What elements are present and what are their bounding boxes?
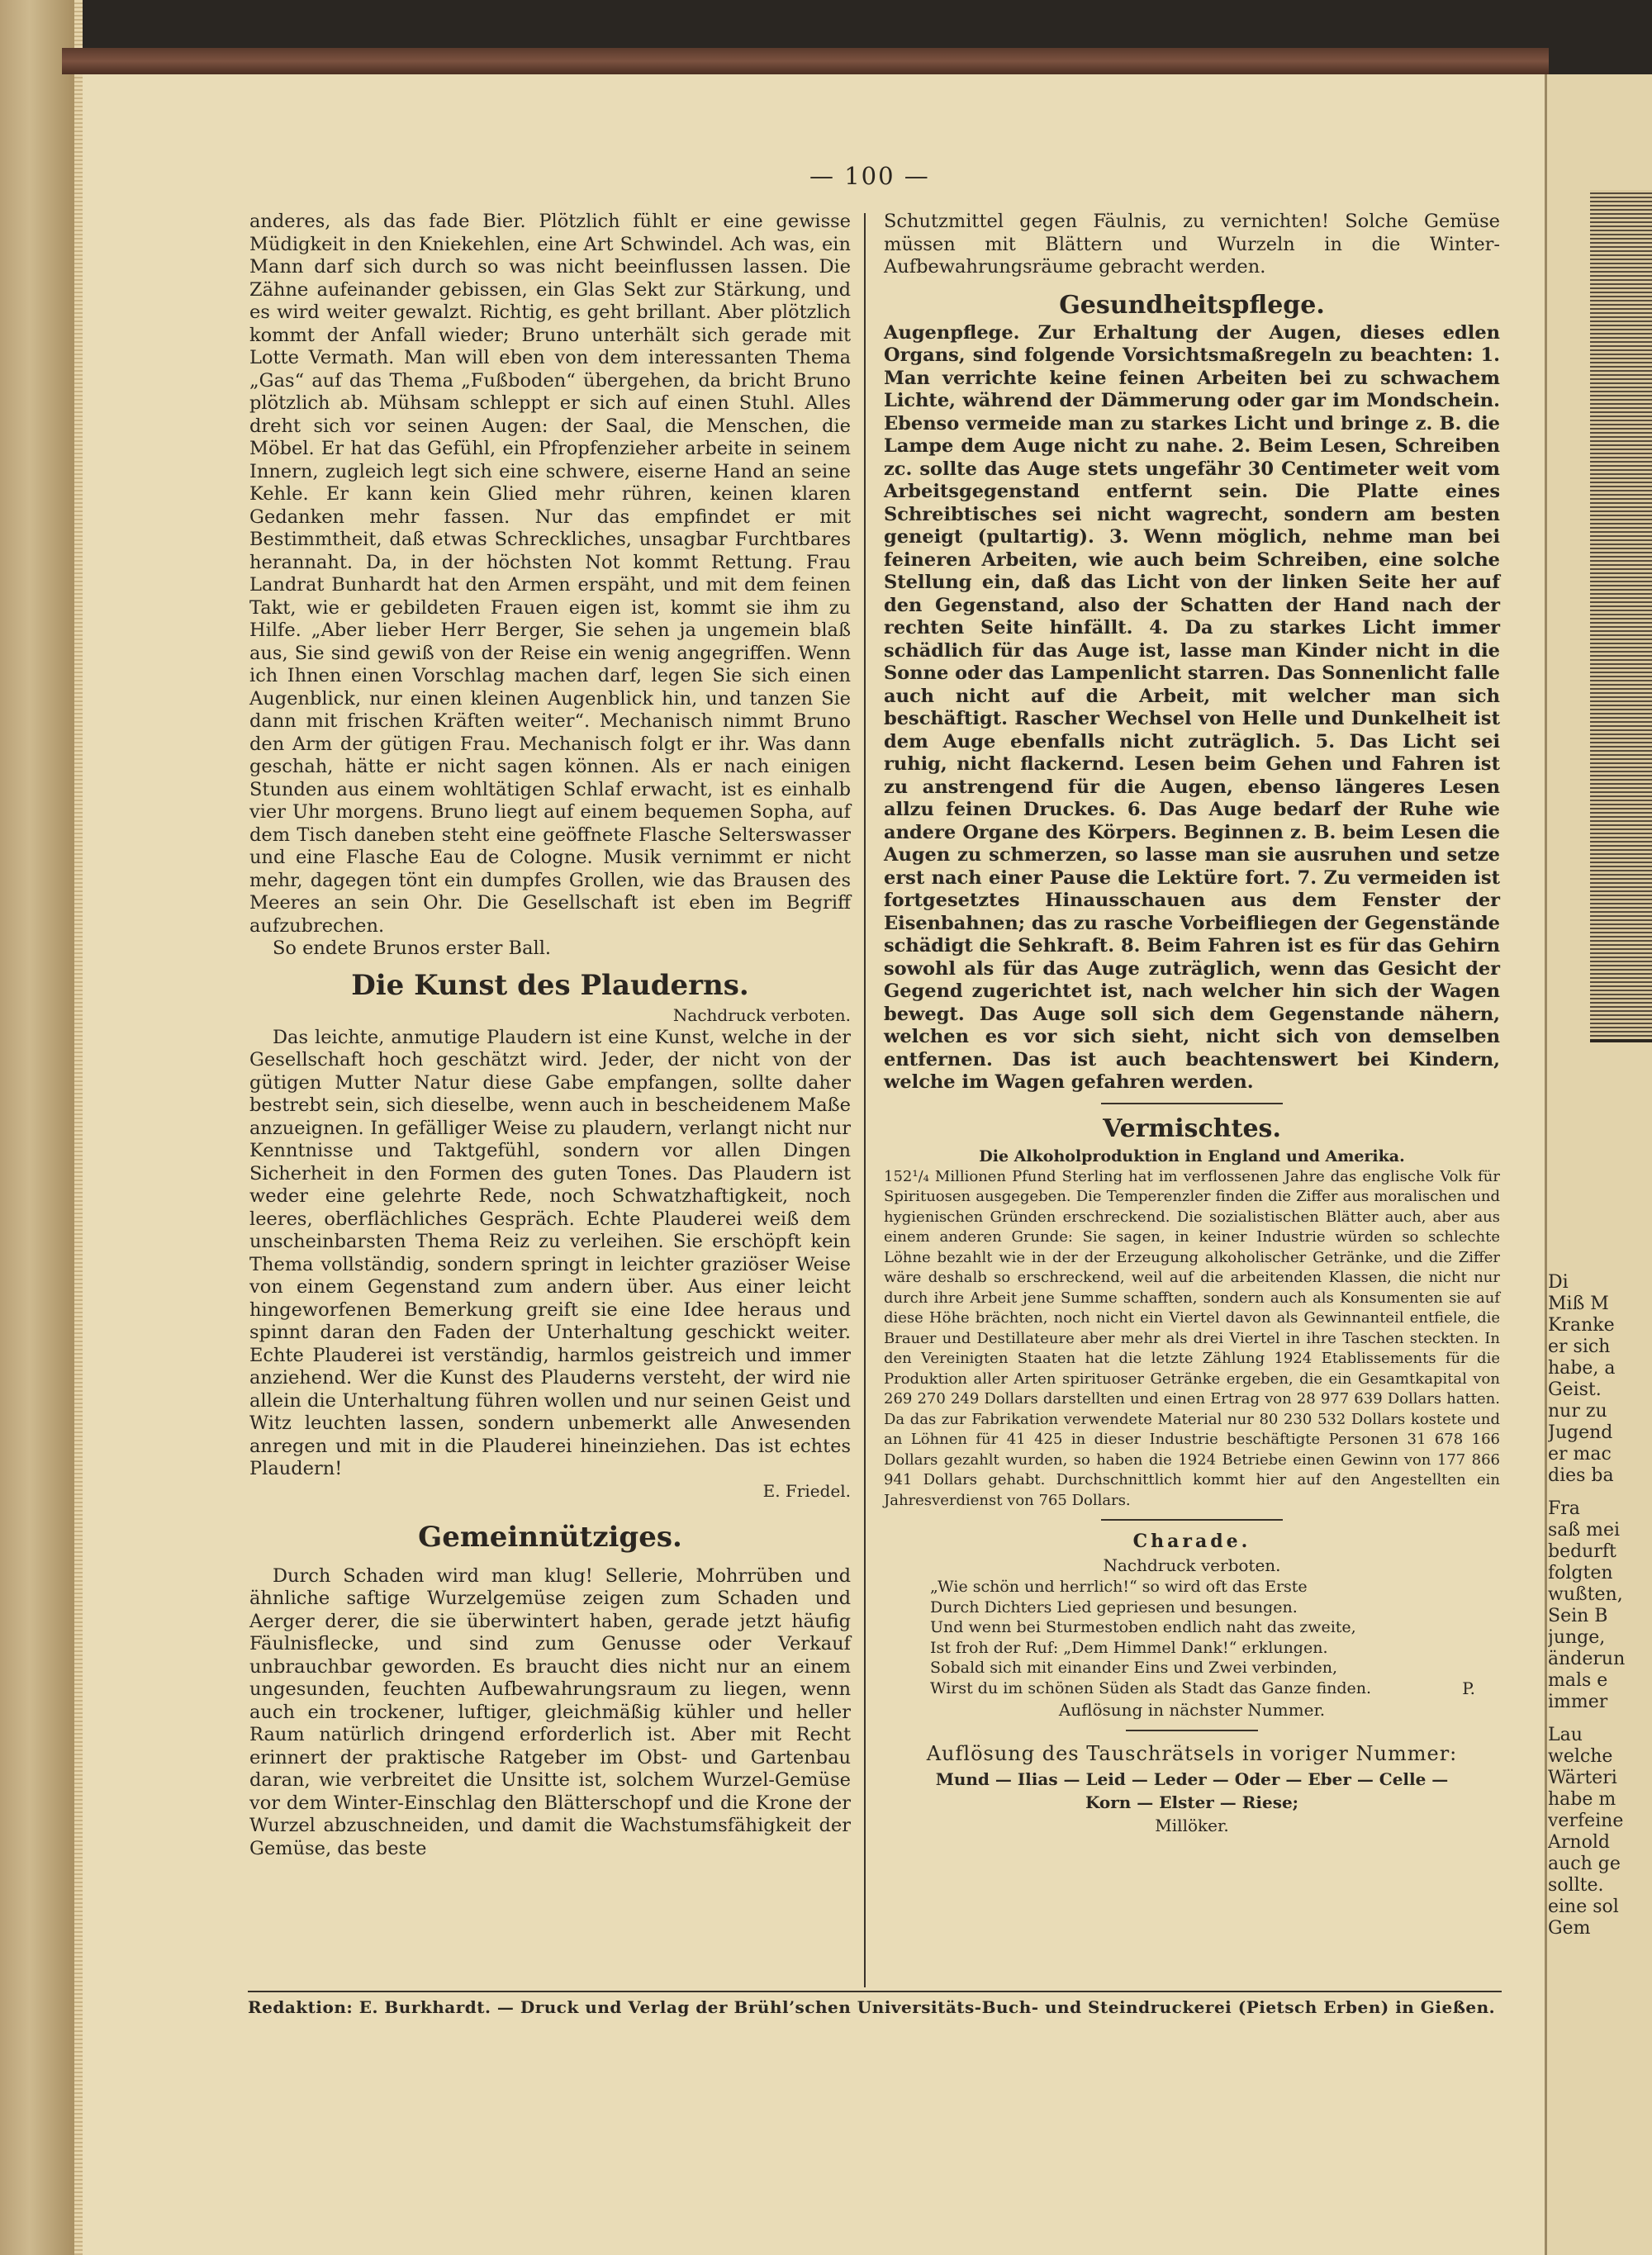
adjacent-page-line: mals e (1548, 1670, 1608, 1691)
adjacent-page-line: Sein B (1548, 1606, 1608, 1626)
charade-line: Ist froh der Ruf: „Dem Himmel Dank!“ erklungen. (930, 1638, 1328, 1657)
adjacent-page-line: Miß M (1548, 1294, 1609, 1314)
verm-text: 152¹/₄ Millionen Pfund Sterling hat im verflossenen Jahre das englische Volk für Spirituosen ausgegeben. Die Temperenzler finden die Ziffer aus moralischen und hygienischen Gründen erschreckend. Die sozialistischen Blätter auch, aber aus einem anderen Grunde: Sie sagen, in keiner Industrie würden so schlechte Löhne bezahlt wie in der der Erzeugung alkoholischer Getränke, und die Ziffer wäre deshalb so erschreckend, weil auf die arbeitenden Klassen, die nicht nur durch ihre Arbeit jene Summe schafften, sondern auch als Konsumenten sie auf diese Höhe brächten, noch nicht ein Viertel davon als Gewinnanteil entfiele, die Brauer und Destillateure aber mehr als drei Viertel in ihre Taschen steckten. In den Vereinigten Staaten hat die letzte Zählung 1924 Etablissements für die Produktion aller Arten spirituoser Getränke ergeben, die ein Gesamtkapital von 269 270 249 Dollars darstellten und einen Ertrag von 28 977 639 Dollars hatten. Da das zur Fabrikation verwendete Material nur 80 230 532 Dollars kostete und an Löhnen für 41 425 in dieser Industrie beschäftigte Personen 31 678 166 Dollars gezahlt wurden, so haben die 1924 Betriebe einen Gewinn von 177 866 941 Dollars gehabt. Durchschnittlich kommt hier auf den Angestellten ein Jahresverdienst von 765 Dollars. (884, 1167, 1500, 1509)
adjacent-page-line: nur zu (1548, 1401, 1607, 1422)
story-end: So endete Brunos erster Ball. (273, 938, 552, 959)
adjacent-page-line: saß mei (1548, 1520, 1621, 1541)
adjacent-page-line: Arnold (1548, 1832, 1610, 1853)
solution-line: Mund — Ilias — Leid — Leder — Oder — Eber — Celle — (935, 1769, 1449, 1789)
charade-line: „Wie schön und herrlich!“ so wird oft das Erste (930, 1578, 1308, 1596)
adjacent-page-line: Fra (1548, 1498, 1580, 1519)
adjacent-page-line: junge, (1548, 1627, 1606, 1648)
adjacent-page-line: wußten, (1548, 1584, 1623, 1605)
solution-title: Auflösung des Tauschrätsels in voriger Nummer: (926, 1742, 1458, 1765)
footer-rule (248, 1991, 1502, 1992)
adjacent-page-line: er mac (1548, 1444, 1612, 1465)
adjacent-page-line: verfeine (1548, 1811, 1624, 1831)
charade-title: Charade. (1132, 1531, 1251, 1552)
adjacent-page-line: Kranke (1548, 1315, 1615, 1336)
section-gap (884, 279, 1500, 289)
section-gap (249, 1555, 851, 1565)
charade-line: Und wenn bei Sturmestoben endlich naht das zweite, (930, 1618, 1356, 1636)
adjacent-page-line: Gem (1548, 1918, 1591, 1939)
section-rule (1101, 1103, 1283, 1104)
adjacent-page-line: folgten (1548, 1563, 1613, 1583)
adjacent-page-line: änderun (1548, 1649, 1626, 1669)
kunst-author: E. Friedel. (762, 1480, 851, 1501)
adjacent-page-line: auch ge (1548, 1854, 1621, 1874)
gesund-text: Augenpflege. Zur Erhaltung der Augen, dieses edlen Organs, sind folgende Vorsichtsmaßregeln zu beachten: 1. Man verrichte keine feinen Arbeiten bei zu schwachem Lichte, während der Dämmerung oder gar im Mondschein. Ebenso vermeide man zu starkes Licht und bringe z. B. die Lampe dem Auge nicht zu nahe. 2. Beim Lesen, Schreiben zc. sollte das Auge stets ungefähr 30 Centimeter weit vom Arbeitsgegenstand entfernt sein. Die Platte eines Schreibtisches sei nicht wagrecht, sondern am besten geneigt (pultartig). 3. Wenn möglich, nehme man bei feineren Arbeiten, wie auch beim Schreiben, eine solche Stellung ein, daß das Licht von der linken Seite her auf den Gegenstand, also der Schatten der Hand nach der rechten Seite hinfällt. 4. Da zu starkes Licht immer schädlich für das Auge ist, lasse man Kinder nicht in die Sonne oder das Lampenlicht starren. Das Sonnenlicht falle auch nicht auf die Arbeit, mit welcher man sich beschäftigt. Rascher Wechsel von Helle und Dunkelheit ist dem Auge ebenfalls nicht zuträglich. 5. Das Licht sei ruhig, nicht flackernd. Lesen beim Gehen und Fahren ist zu anstrengend für die Augen, ebenso längeres Lesen allzu feinen Druckes. 6. Das Auge bedarf der Ruhe wie andere Organe des Körpers. Beginnen z. B. beim Lesen die Augen zu schmerzen, so lasse man sie ausruhen und setze erst nach einer Pause die Lektüre fort. 7. Zu vermeiden ist fortgesetztes Hinausschauen aus dem Fenster der Eisenbahnen; das zu rasche Vorbeifliegen der Gegenstände schädigt die Sehkraft. 8. Beim Fahren ist es für das Gehirn sowohl als für das Auge zuträglich, wenn das Gesicht der Gegend zugerichtet ist, nach welcher hin sich der Wagen bewegt. Das Auge soll sich dem Gegenstande nähern, welchen es vor sich sieht, nicht sich von demselben entfernen. Das ist auch beachtenswert bei Kindern, welche im Wagen gefahren werden. (884, 321, 1500, 1093)
adjacent-page-line: welche (1548, 1746, 1613, 1767)
book-spine (0, 0, 74, 2255)
adjacent-page-line: habe m (1548, 1789, 1616, 1810)
charade-line: Sobald sich mit einander Eins und Zwei verbinden, (930, 1659, 1338, 1677)
adjacent-page-line: immer (1548, 1692, 1608, 1712)
gemein-continuation: Schutzmittel gegen Fäulnis, zu vernichten! Solche Gemüse müssen mit Blättern und Wurzeln in die Winter-Aufbewahrungsräume gebracht werden. (884, 211, 1500, 278)
section-gap (249, 1501, 851, 1519)
charade-signature: P. (1462, 1678, 1475, 1698)
kunst-reprint-note: Nachdruck verboten. (672, 1004, 851, 1025)
illustration-rule (1590, 1039, 1652, 1042)
adjacent-page-line: Lau (1548, 1725, 1583, 1745)
charade-line: Durch Dichters Lied gepriesen und besungen. (930, 1597, 1298, 1616)
charade-solution-note: Auflösung in nächster Nummer. (1058, 1700, 1326, 1720)
page-edges (74, 0, 83, 2255)
adjacent-page-line: Jugend (1548, 1422, 1613, 1443)
verm-subtitle: Die Alkoholproduktion in England und Amerika. (979, 1146, 1405, 1165)
adjacent-page-line: bedurft (1548, 1541, 1616, 1562)
adjacent-page-line: Wärteri (1548, 1768, 1617, 1788)
column-divider (864, 213, 866, 1987)
section-rule (1101, 1519, 1283, 1521)
adjacent-page-line: Geist. (1548, 1379, 1602, 1400)
solution-author: Millöker. (1155, 1816, 1229, 1835)
kunst-text: Das leichte, anmutige Plaudern ist eine Kunst, welche in der Gesellschaft hoch geschätzt wird. Jeder, der nicht von der gütigen Mutter Natur diese Gabe empfangen, sollte daher bestrebt sein, sich dieselbe, wenn auch in bescheidenem Maße anzueignen. In gefälliger Weise zu plaudern, verlangt nicht nur Kenntnisse und Taktgefühl, sondern vor allen Dingen Sicherheit in den Formen des guten Tones. Das Plaudern ist weder eine gelehrte Rede, noch Schwatzhaftigkeit, noch leeres, oberflächliches Gespräch. Echte Plauderei weiß dem unscheinbarsten Thema Reiz zu verleihen. Sie erschöpft kein Thema vollständig, sondern springt in leichter graziöser Weise von einem Gegenstand zum andern über. Aus einer leicht hingeworfenen Bemerkung greift sie eine Idee heraus und spinnt daran den Faden der Unterhaltung geschickt weiter. Echte Plauderei ist verständig, harmlos geistreich und immer anziehend. Wer die Kunst des Plauderns versteht, der wird nie allein die Unterhaltung führen wollen und nur seinen Geist und Witz leuchten lassen, sondern unbemerkt alle Anwesenden anregen und mit in die Plauderei hineinziehen. Das ist echtes Plaudern! (249, 1026, 851, 1479)
adjacent-page-line: dies ba (1548, 1465, 1614, 1486)
kunst-title: Die Kunst des Plauderns. (351, 968, 749, 1002)
gemein-text: Durch Schaden wird man klug! Sellerie, Mohrrüben und ähnliche saftige Wurzelgemüse zeigen zum Schaden und Aerger derer, die sie überwintert haben, gerade jetzt häufig Fäulnisflecke, und sind zum Genusse oder Verkauf unbrauchbar geworden. Es braucht dies nicht nur an einem ungesunden, feuchten Aufbewahrungsraum zu liegen, wenn auch ein trockener, luftiger, gleichmäßig kühler und heller Raum natürlich dringend erforderlich ist. Aber mit Recht erinnert der praktische Ratgeber im Obst- und Gartenbau daran, wie verbreitet die Unsitte ist, solchem Wurzel-Gemüse vor dem Winter-Einschlag den Blätterschopf und die Krone der Wurzel abzuschneiden, und damit die Wachstumsfähigkeit der Gemüse, das beste (249, 1564, 851, 1859)
story-paragraph: anderes, als das fade Bier. Plötzlich fühlt er eine gewisse Müdigkeit in den Kniekehlen, eine Art Schwindel. Ach was, ein Mann darf sich durch so was nicht beeinflussen lassen. Die Zähne aufeinander gebissen, ein Glas Sekt zur Stärkung, und es wird weiter gewalzt. Richtig, es geht brillant. Aber plötzlich kommt der Anfall wieder; Bruno unterhält sich gerade mit Lotte Vermath. Man will eben von dem interessanten Thema „Gas“ auf das Thema „Fußboden“ übergehen, da bricht Bruno plötzlich ab. Mühsam schleppt er sich auf einen Stuhl. Alles dreht sich vor seinen Augen: der Saal, die Menschen, die Möbel. Er hat das Gefühl, ein Pfropfenzieher arbeite in seinem Innern, zugleich legt sich eine schwere, eiserne Hand an seine Kehle. Er kann kein Glied mehr rühren, keinen klaren Gedanken mehr fassen. Nur das empfindet er mit Bestimmtheit, daß etwas Schreckliches, unsagbar Furchtbares herannaht. Da, in der höchsten Not kommt Rettung. Frau Landrat Bunhardt hat den Armen erspäht, und mit dem feinen Takt, wie er gebildeten Frauen eigen ist, kommt sie ihm zu Hilfe. „Aber lieber Herr Berger, Sie sehen ja ungemein blaß aus, Sie sind gewiß von der Reise ein wenig angegriffen. Wenn ich Ihnen einen Vorschlag machen darf, legen Sie sich einen Augenblick, nur einen kleinen Augenblick hin, und tanzen Sie dann mit frischen Kräften weiter“. Mechanisch nimmt Bruno den Arm der gütigen Frau. Mechanisch folgt er ihr. Was dann geschah, hätte er nicht sagen können. Als er nach einigen Stunden aus einem wohltätigen Schlaf erwacht, ist es einhalb vier Uhr morgens. Bruno liegt auf einem bequemen Sopha, auf dem Tisch daneben steht eine geöffnete Flasche Selterswasser und eine Flasche Eau de Cologne. Musik vernimmt er nicht mehr, dagegen tönt ein dumpfes Grollen, wie das Brausen des Meeres an sein Ohr. Die Gesellschaft ist eben im Begriff aufzubrechen. (249, 211, 851, 937)
section-rule (1126, 1730, 1258, 1731)
adjacent-page-line: er sich (1548, 1336, 1611, 1357)
adjacent-page-illustration (1590, 190, 1652, 1041)
gemein-title: Gemeinnütziges. (418, 1520, 682, 1554)
adjacent-page-line: eine sol (1548, 1897, 1619, 1917)
adjacent-page-line: Di (1548, 1272, 1569, 1293)
solution-line: Korn — Elster — Riese; (1085, 1792, 1299, 1812)
adjacent-page-line: sollte. (1548, 1875, 1604, 1896)
adjacent-page-text (1548, 1272, 1652, 1939)
page-number: — 100 — (809, 162, 930, 190)
charade-reprint-note: Nachdruck verboten. (1103, 1555, 1281, 1575)
imprint-line: Redaktion: E. Burkhardt. — Druck und Verlag der Brühl’schen Universitäts-Buch- und Steindruckerei (Pietsch Erben) in Gießen. (248, 1997, 1496, 2017)
charade-line: Wirst du im schönen Süden als Stadt das Ganze finden. (930, 1678, 1372, 1697)
left-column (249, 211, 851, 1860)
adjacent-page-line: habe, a (1548, 1358, 1616, 1379)
gesund-title: Gesundheitspflege. (1059, 290, 1325, 320)
right-column (884, 211, 1500, 1837)
book-binding-top (62, 48, 1549, 74)
verm-title: Vermischtes. (1103, 1113, 1281, 1143)
